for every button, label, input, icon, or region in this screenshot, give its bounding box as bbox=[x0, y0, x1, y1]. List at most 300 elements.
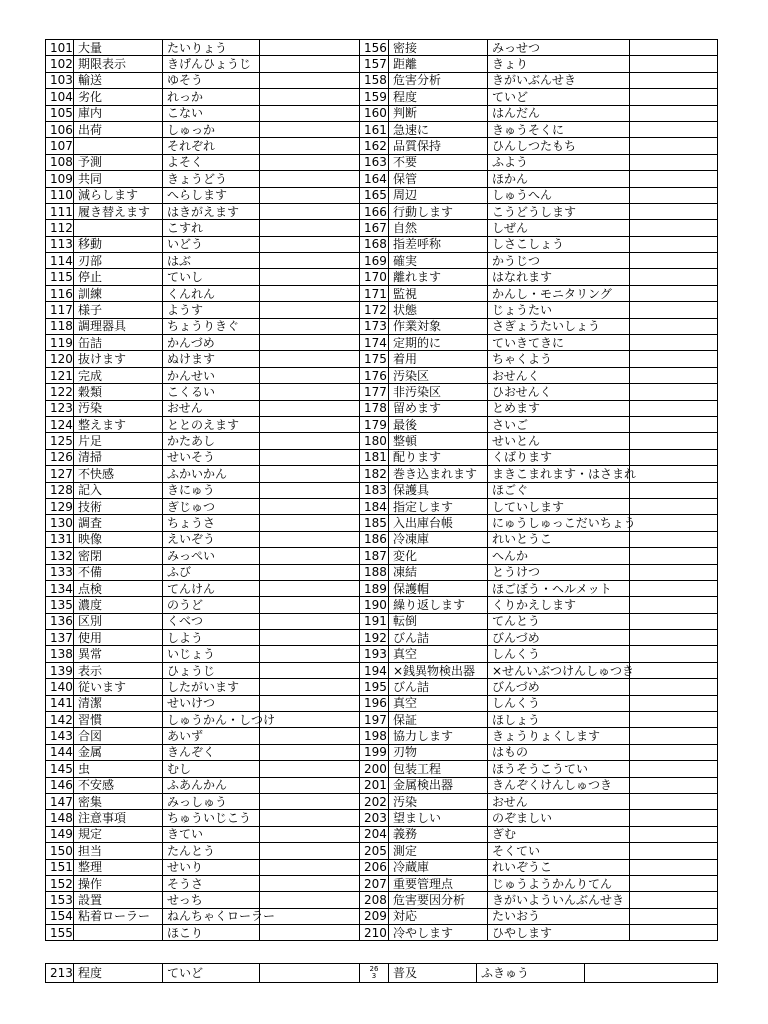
entry-reading: せいけつ bbox=[163, 695, 260, 711]
entry-number: 180 bbox=[360, 433, 389, 449]
entry-number: 134 bbox=[46, 580, 74, 596]
entry-word: 異常 bbox=[74, 646, 163, 662]
entry-number: 158 bbox=[360, 72, 389, 88]
entry-word: 急速に bbox=[389, 121, 488, 137]
entry-note bbox=[630, 154, 718, 170]
entry-number: 137 bbox=[46, 630, 74, 646]
entry-note bbox=[260, 498, 360, 514]
entry-note bbox=[260, 154, 360, 170]
entry-reading: おせんく bbox=[488, 367, 630, 383]
entry-note bbox=[630, 810, 718, 826]
entry-note bbox=[260, 203, 360, 219]
entry-number: 198 bbox=[360, 728, 389, 744]
entry-reading: のぞましい bbox=[488, 810, 630, 826]
entry-note bbox=[630, 302, 718, 318]
entry-word: びん詰 bbox=[389, 630, 488, 646]
entry-reading: かんせい bbox=[163, 367, 260, 383]
entry-reading: ×せんいぶつけんしゅつき bbox=[488, 662, 630, 678]
entry-word: 作業対象 bbox=[389, 318, 488, 334]
entry-reading: かんし・モニタリング bbox=[488, 285, 630, 301]
entry-word: 汚染 bbox=[389, 793, 488, 809]
entry-note bbox=[630, 171, 718, 187]
entry-note bbox=[630, 793, 718, 809]
entry-reading: せいそう bbox=[163, 449, 260, 465]
entry-note bbox=[260, 318, 360, 334]
entry-word: 整理 bbox=[74, 859, 163, 875]
entry-word: 履き替えます bbox=[74, 203, 163, 219]
entry-number: 167 bbox=[360, 220, 389, 236]
entry-reading: こすれ bbox=[163, 220, 260, 236]
entry-note bbox=[630, 826, 718, 842]
entry-word: 保護帽 bbox=[389, 580, 488, 596]
entry-note bbox=[630, 449, 718, 465]
entry-reading: たんとう bbox=[163, 843, 260, 859]
entry-number: 201 bbox=[360, 777, 389, 793]
entry-reading: ほこり bbox=[163, 925, 260, 941]
table-row bbox=[46, 40, 718, 56]
entry-word: 真空 bbox=[389, 695, 488, 711]
entry-note bbox=[260, 843, 360, 859]
entry-word: 不快感 bbox=[74, 466, 163, 482]
entry-word: 映像 bbox=[74, 531, 163, 547]
entry-number: 194 bbox=[360, 662, 389, 678]
table-row bbox=[46, 367, 718, 383]
table-row bbox=[46, 859, 718, 875]
entry-number: 187 bbox=[360, 548, 389, 564]
entry-word: 調理器具 bbox=[74, 318, 163, 334]
entry-word: 測定 bbox=[389, 843, 488, 859]
entry-number: 210 bbox=[360, 925, 389, 941]
entry-reading: こうどうします bbox=[488, 203, 630, 219]
entry-word: 望ましい bbox=[389, 810, 488, 826]
entry-note bbox=[260, 744, 360, 760]
entry-number: 154 bbox=[46, 908, 74, 924]
entry-word: 対応 bbox=[389, 908, 488, 924]
entry-number: 150 bbox=[46, 843, 74, 859]
entry-reading: ほうそうこうてい bbox=[488, 761, 630, 777]
entry-note bbox=[630, 613, 718, 629]
entry-note bbox=[260, 285, 360, 301]
entry-reading: ていきてきに bbox=[488, 335, 630, 351]
entry-note bbox=[260, 564, 360, 580]
entry-number: 195 bbox=[360, 679, 389, 695]
entry-note bbox=[260, 449, 360, 465]
entry-word: 抜けます bbox=[74, 351, 163, 367]
table-row bbox=[46, 105, 718, 121]
entry-word: 距離 bbox=[389, 56, 488, 72]
entry-word: 大量 bbox=[74, 40, 163, 56]
entry-reading: しゅうかん・しつけ bbox=[163, 712, 260, 728]
entry-note bbox=[260, 613, 360, 629]
entry-reading: はもの bbox=[488, 744, 630, 760]
table-row bbox=[46, 646, 718, 662]
entry-reading: にゅうしゅっこだいちょう bbox=[488, 515, 630, 531]
entry-word: 凍結 bbox=[389, 564, 488, 580]
entry-note bbox=[260, 236, 360, 252]
entry-number: 121 bbox=[46, 367, 74, 383]
entry-word: 共同 bbox=[74, 171, 163, 187]
entry-note bbox=[630, 253, 718, 269]
entry-number: 113 bbox=[46, 236, 74, 252]
entry-note bbox=[630, 384, 718, 400]
entry-number: 143 bbox=[46, 728, 74, 744]
table-row bbox=[46, 728, 718, 744]
entry-reading: てんけん bbox=[163, 580, 260, 596]
entry-note bbox=[630, 318, 718, 334]
entry-note bbox=[630, 859, 718, 875]
entry-number: 157 bbox=[360, 56, 389, 72]
table-row bbox=[46, 253, 718, 269]
entry-number: 176 bbox=[360, 367, 389, 383]
table-row bbox=[46, 187, 718, 203]
entry-word: 減らします bbox=[74, 187, 163, 203]
entry-number: 118 bbox=[46, 318, 74, 334]
entry-number: 135 bbox=[46, 597, 74, 613]
entry-word: 周辺 bbox=[389, 187, 488, 203]
entry-word: 様子 bbox=[74, 302, 163, 318]
entry-note bbox=[630, 875, 718, 891]
entry-word: 危害分析 bbox=[389, 72, 488, 88]
entry-word: 規定 bbox=[74, 826, 163, 842]
entry-reading: まきこまれます・はさまれ bbox=[488, 466, 630, 482]
entry-reading: ふよう bbox=[488, 154, 630, 170]
entry-reading: せいとん bbox=[488, 433, 630, 449]
entry-number: 151 bbox=[46, 859, 74, 875]
entry-number: 205 bbox=[360, 843, 389, 859]
entry-note bbox=[260, 416, 360, 432]
table-row bbox=[46, 712, 718, 728]
table-row bbox=[46, 875, 718, 891]
entry-number: 144 bbox=[46, 744, 74, 760]
table-row bbox=[46, 89, 718, 105]
entry-word: 協力します bbox=[389, 728, 488, 744]
entry-reading: くんれん bbox=[163, 285, 260, 301]
table-row bbox=[46, 318, 718, 334]
entry-note bbox=[260, 964, 360, 983]
entry-word: 不備 bbox=[74, 564, 163, 580]
table-row bbox=[46, 498, 718, 514]
entry-reading: てんとう bbox=[488, 613, 630, 629]
entry-reading: ゆそう bbox=[163, 72, 260, 88]
entry-note bbox=[630, 400, 718, 416]
entry-reading: たいりょう bbox=[163, 40, 260, 56]
entry-word: 点検 bbox=[74, 580, 163, 596]
entry-number: 119 bbox=[46, 335, 74, 351]
entry-reading: しんくう bbox=[488, 646, 630, 662]
table-row bbox=[46, 695, 718, 711]
entry-word bbox=[74, 220, 163, 236]
entry-word: 整頓 bbox=[389, 433, 488, 449]
entry-number: 171 bbox=[360, 285, 389, 301]
table-row bbox=[46, 662, 718, 678]
table-row bbox=[46, 269, 718, 285]
entry-number: 196 bbox=[360, 695, 389, 711]
entry-number: 153 bbox=[46, 892, 74, 908]
entry-note bbox=[630, 105, 718, 121]
entry-number: 156 bbox=[360, 40, 389, 56]
entry-number: 209 bbox=[360, 908, 389, 924]
entry-note bbox=[630, 662, 718, 678]
entry-reading: はんだん bbox=[488, 105, 630, 121]
entry-reading: かたあし bbox=[163, 433, 260, 449]
entry-word: 包装工程 bbox=[389, 761, 488, 777]
entry-note bbox=[260, 925, 360, 941]
entry-number: 102 bbox=[46, 56, 74, 72]
entry-note bbox=[260, 56, 360, 72]
entry-number: 199 bbox=[360, 744, 389, 760]
entry-number: 120 bbox=[46, 351, 74, 367]
table-row bbox=[46, 548, 718, 564]
entry-note bbox=[630, 548, 718, 564]
entry-number: 130 bbox=[46, 515, 74, 531]
entry-number: 202 bbox=[360, 793, 389, 809]
entry-reading: へらします bbox=[163, 187, 260, 203]
entry-reading: しさこしょう bbox=[488, 236, 630, 252]
table-row bbox=[46, 777, 718, 793]
entry-reading: きがいよういんぶんせき bbox=[488, 892, 630, 908]
entry-reading: みっせつ bbox=[488, 40, 630, 56]
entry-note bbox=[630, 843, 718, 859]
entry-note bbox=[260, 367, 360, 383]
entry-reading: よそく bbox=[163, 154, 260, 170]
entry-word: 密閉 bbox=[74, 548, 163, 564]
vocabulary-table bbox=[45, 39, 718, 941]
entry-note bbox=[260, 138, 360, 154]
vocabulary-table-body bbox=[46, 40, 718, 941]
entry-note bbox=[260, 351, 360, 367]
entry-reading: せいり bbox=[163, 859, 260, 875]
entry-note bbox=[630, 580, 718, 596]
entry-number: 188 bbox=[360, 564, 389, 580]
entry-reading: いどう bbox=[163, 236, 260, 252]
entry-reading: ほかん bbox=[488, 171, 630, 187]
entry-word: 監視 bbox=[389, 285, 488, 301]
table-row bbox=[46, 138, 718, 154]
entry-number: 185 bbox=[360, 515, 389, 531]
entry-number: 208 bbox=[360, 892, 389, 908]
entry-reading: ひやします bbox=[488, 925, 630, 941]
table-row bbox=[46, 964, 718, 983]
entry-word: 濃度 bbox=[74, 597, 163, 613]
entry-word: 劣化 bbox=[74, 89, 163, 105]
entry-word: 転倒 bbox=[389, 613, 488, 629]
entry-number: 101 bbox=[46, 40, 74, 56]
table-row bbox=[46, 335, 718, 351]
entry-word: 輸送 bbox=[74, 72, 163, 88]
entry-note bbox=[630, 89, 718, 105]
entry-reading: そくてい bbox=[488, 843, 630, 859]
entry-word: 刃部 bbox=[74, 253, 163, 269]
entry-word: 使用 bbox=[74, 630, 163, 646]
entry-reading: さいご bbox=[488, 416, 630, 432]
entry-reading: とうけつ bbox=[488, 564, 630, 580]
entry-word: 保護具 bbox=[389, 482, 488, 498]
entry-number: 172 bbox=[360, 302, 389, 318]
entry-word: 義務 bbox=[389, 826, 488, 842]
entry-reading: ていど bbox=[488, 89, 630, 105]
entry-word: 穀類 bbox=[74, 384, 163, 400]
entry-note bbox=[630, 351, 718, 367]
entry-word: 普及 bbox=[389, 964, 477, 983]
table-row bbox=[46, 154, 718, 170]
entry-word: 判断 bbox=[389, 105, 488, 121]
entry-reading: きがいぶんせき bbox=[488, 72, 630, 88]
entry-note bbox=[260, 187, 360, 203]
entry-word: 留めます bbox=[389, 400, 488, 416]
entry-reading: むし bbox=[163, 761, 260, 777]
table-row bbox=[46, 761, 718, 777]
entry-word: 完成 bbox=[74, 367, 163, 383]
entry-reading: はきがえます bbox=[163, 203, 260, 219]
entry-reading: ひおせんく bbox=[488, 384, 630, 400]
entry-reading: くべつ bbox=[163, 613, 260, 629]
entry-note bbox=[630, 597, 718, 613]
entry-reading: こくるい bbox=[163, 384, 260, 400]
entry-number: 115 bbox=[46, 269, 74, 285]
entry-note bbox=[630, 433, 718, 449]
table-row bbox=[46, 564, 718, 580]
entry-note bbox=[260, 89, 360, 105]
entry-reading: ふかいかん bbox=[163, 466, 260, 482]
entry-reading: しゅっか bbox=[163, 121, 260, 137]
table-row bbox=[46, 892, 718, 908]
entry-reading: れっか bbox=[163, 89, 260, 105]
entry-note bbox=[630, 203, 718, 219]
entry-word: 期限表示 bbox=[74, 56, 163, 72]
entry-word: 習慣 bbox=[74, 712, 163, 728]
entry-word: 移動 bbox=[74, 236, 163, 252]
table-row bbox=[46, 416, 718, 432]
entry-number: 182 bbox=[360, 466, 389, 482]
entry-word: 汚染区 bbox=[389, 367, 488, 383]
table-row bbox=[46, 220, 718, 236]
entry-word: 従います bbox=[74, 679, 163, 695]
table-row bbox=[46, 171, 718, 187]
entry-number: 129 bbox=[46, 498, 74, 514]
entry-word: 清潔 bbox=[74, 695, 163, 711]
table-row bbox=[46, 285, 718, 301]
entry-number: 191 bbox=[360, 613, 389, 629]
entry-note bbox=[630, 630, 718, 646]
entry-reading: ひょうじ bbox=[163, 662, 260, 678]
entry-word: 配ります bbox=[389, 449, 488, 465]
entry-word: 繰り返します bbox=[389, 597, 488, 613]
entry-number: 106 bbox=[46, 121, 74, 137]
table-row bbox=[46, 925, 718, 941]
entry-number: 146 bbox=[46, 777, 74, 793]
entry-number: 175 bbox=[360, 351, 389, 367]
entry-note bbox=[260, 515, 360, 531]
entry-reading: しぜん bbox=[488, 220, 630, 236]
entry-reading: きんぞくけんしゅつき bbox=[488, 777, 630, 793]
table-row bbox=[46, 630, 718, 646]
entry-reading: ぎむ bbox=[488, 826, 630, 842]
entry-reading: へんか bbox=[488, 548, 630, 564]
entry-word: 庫内 bbox=[74, 105, 163, 121]
entry-reading: はなれます bbox=[488, 269, 630, 285]
entry-number: 200 bbox=[360, 761, 389, 777]
entry-note bbox=[260, 121, 360, 137]
entry-note bbox=[630, 367, 718, 383]
entry-number: 139 bbox=[46, 662, 74, 678]
entry-number: 141 bbox=[46, 695, 74, 711]
entry-reading: ちょうりきぐ bbox=[163, 318, 260, 334]
entry-number: 108 bbox=[46, 154, 74, 170]
table-row bbox=[46, 384, 718, 400]
entry-note bbox=[630, 728, 718, 744]
entry-number: 204 bbox=[360, 826, 389, 842]
entry-reading: じょうたい bbox=[488, 302, 630, 318]
entry-number: 207 bbox=[360, 875, 389, 891]
entry-reading: くりかえします bbox=[488, 597, 630, 613]
entry-word: 汚染 bbox=[74, 400, 163, 416]
entry-word: 品質保持 bbox=[389, 138, 488, 154]
entry-note bbox=[260, 859, 360, 875]
entry-word: 注意事項 bbox=[74, 810, 163, 826]
entry-note bbox=[630, 679, 718, 695]
entry-word: 設置 bbox=[74, 892, 163, 908]
entry-note bbox=[260, 482, 360, 498]
entry-word: 冷やします bbox=[389, 925, 488, 941]
entry-word: 着用 bbox=[389, 351, 488, 367]
entry-reading: かうじつ bbox=[488, 253, 630, 269]
entry-reading: れいぞうこ bbox=[488, 859, 630, 875]
entry-word: 技術 bbox=[74, 498, 163, 514]
entry-note bbox=[630, 744, 718, 760]
entry-number: 149 bbox=[46, 826, 74, 842]
entry-word: 保証 bbox=[389, 712, 488, 728]
entry-number: 122 bbox=[46, 384, 74, 400]
entry-reading: のうど bbox=[163, 597, 260, 613]
entry-reading: じゅうようかんりてん bbox=[488, 875, 630, 891]
entry-note bbox=[260, 875, 360, 891]
entry-word: 定期的に bbox=[389, 335, 488, 351]
entry-reading: ひんしつたもち bbox=[488, 138, 630, 154]
entry-note bbox=[630, 466, 718, 482]
entry-note bbox=[630, 482, 718, 498]
table-row bbox=[46, 121, 718, 137]
entry-number: 173 bbox=[360, 318, 389, 334]
entry-word: 整えます bbox=[74, 416, 163, 432]
entry-reading: きにゅう bbox=[163, 482, 260, 498]
entry-number: 165 bbox=[360, 187, 389, 203]
entry-number: 132 bbox=[46, 548, 74, 564]
entry-note bbox=[630, 269, 718, 285]
entry-note bbox=[260, 630, 360, 646]
entry-number: 181 bbox=[360, 449, 389, 465]
entry-note bbox=[630, 515, 718, 531]
entry-note bbox=[260, 548, 360, 564]
entry-reading: はぶ bbox=[163, 253, 260, 269]
entry-reading: かんづめ bbox=[163, 335, 260, 351]
entry-reading: おせん bbox=[488, 793, 630, 809]
entry-number: 162 bbox=[360, 138, 389, 154]
table-row bbox=[46, 793, 718, 809]
entry-reading: ほごぐ bbox=[488, 482, 630, 498]
table-row bbox=[46, 515, 718, 531]
entry-note bbox=[630, 56, 718, 72]
table-row bbox=[46, 482, 718, 498]
table-row bbox=[46, 613, 718, 629]
entry-reading: とめます bbox=[488, 400, 630, 416]
entry-word: 程度 bbox=[389, 89, 488, 105]
entry-reading: ちゃくよう bbox=[488, 351, 630, 367]
entry-note bbox=[260, 826, 360, 842]
entry-reading: きげんひょうじ bbox=[163, 56, 260, 72]
entry-word: 訓練 bbox=[74, 285, 163, 301]
entry-word: 重要管理点 bbox=[389, 875, 488, 891]
entry-word: 離れます bbox=[389, 269, 488, 285]
